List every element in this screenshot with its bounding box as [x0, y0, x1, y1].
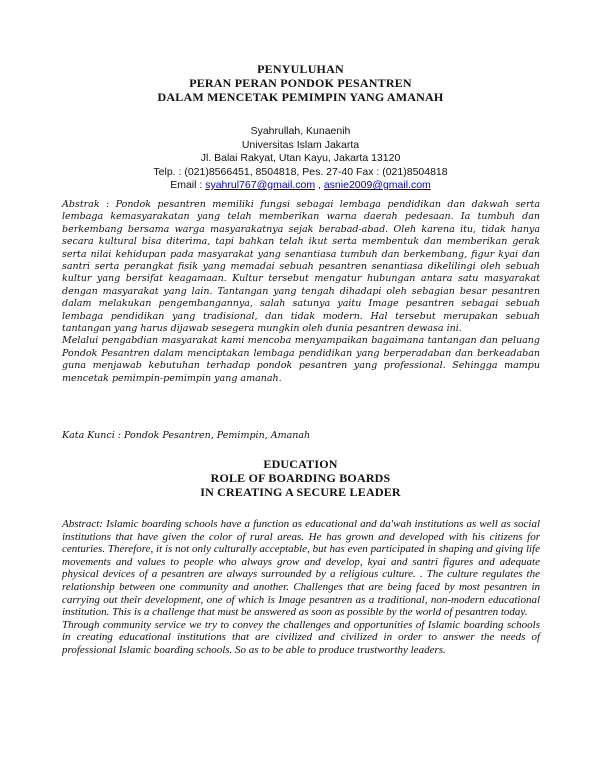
abstrak-label: Abstrak :: [62, 199, 110, 210]
title-english: [0, 457, 601, 499]
title-en-line-3: IN CREATING A SECURE LEADER: [200, 485, 401, 499]
author-institution: Universitas Islam Jakarta: [241, 138, 360, 151]
author-phone: Telp. : (021)8566451, 8504818, Pes. 27-40 Fax : (021)8504818: [153, 165, 448, 178]
title-line-2: PERAN PERAN PONDOK PESANTREN: [189, 76, 412, 90]
author-email-line: [0, 179, 601, 193]
abstract-en-paragraph-1: [62, 518, 540, 619]
email-link-1[interactable]: syahrul767@gmail.com: [205, 179, 316, 191]
keywords-label: Kata Kunci :: [62, 430, 121, 441]
abstract-en-paragraph-2: Through community service we try to convey the challenges and opportunities of Islamic boarding schools in creating educational institutions that are civilized and civilized in order to answer the needs of professional Islamic boarding schools. So as to be able to produce trustworthy leaders.: [62, 618, 540, 656]
title-line-3: DALAM MENCETAK PEMIMPIN YANG AMANAH: [157, 90, 444, 104]
author-names: Syahrullah, Kunaenih: [250, 125, 351, 137]
abstract-en-text-1: Islamic boarding schools have a function as educational and da'wah institutions as well as social institutions that have given the color of rural areas. He has grown and developed with his citizens for centuries. Therefore, it is not only culturally acceptable, but has even participated in shaping and giving life movements and values to people who always grow and develop, kyai and santri figures and adequate physical devices of a pesantren are always surrounded by a religious culture. . The culture regulates the relationship between one community and another. Challenges that are being faced by most pesantren in carrying out their development, one of which is Image pesantren as a traditional, non-modern educational institution. This is a challenge that must be answered as soon as possible by the world of pesantren today.: [62, 518, 541, 619]
abstrak-paragraph-2: Melalui pengabdian masyarakat kami mencoba menyampaikan bagaimana tantangan dan peluang Pondok Pesantren dalam menciptakan lembaga pendidikan yang berperadaban dan berkeadaban guna menjawab kebutuhan terhadap pondok pesantren yang professional. Sehingga mampu mencetak pemimpin-pemimpin yang amanah.: [62, 335, 540, 384]
email-separator: ,: [318, 179, 321, 191]
abstrak-text-1: Pondok pesantren memiliki fungsi sebagai lembaga pendidikan dan dakwah serta lembaga kemasyarakatan yang telah memberikan warna daerah pedesaan. Ia tumbuh dan berkembang bersama warga masyarakatnya sejak berabad-abad. Oleh karena itu, tidak hanya secara kultural bisa diterima, tapi bahkan telah ikut serta membentuk dan memberikan gerak serta nilai kehidupan pada masyarakat yang senantiasa tumbuh dan berkembang, figur kyai dan santri serta perangkat fisik yang memadai sebuah pesantren senantiasa dikelilingi oleh sebuah kultur yang bersifat keagamaan. Kultur tersebut mengatur hubungan antara satu masyarakat dengan masyarakat yang lain. Tantangan yang tengah dihadapi oleh sebagian besar pesantren dalam melakukan pengembangannya, salah satunya yaitu Image pesantren sebagai sebuah lembaga pendidikan yang tradisional, dan tidak modern. Hal tersebut merupakan sebuah tantangan yang harus dijawab sesegera mungkin oleh dunia pesantren dewasa ini.: [62, 199, 540, 335]
email-label: Email :: [170, 179, 203, 191]
abstract-english-section: [62, 518, 540, 657]
keywords-text: Pondok Pesantren, Pemimpin, Amanah: [124, 430, 311, 441]
title-en-line-2: ROLE OF BOARDING BOARDS: [210, 471, 391, 485]
abstract-en-label: Abstract:: [62, 518, 103, 530]
email-link-2[interactable]: asnie2009@gmail.com: [323, 179, 431, 191]
abstrak-section: [62, 199, 540, 385]
keywords-line: [62, 430, 540, 442]
title-line-1: PENYULUHAN: [257, 62, 344, 76]
author-block: [0, 125, 601, 193]
title-en-line-1: EDUCATION: [263, 457, 338, 471]
abstrak-paragraph-1: [62, 199, 540, 335]
author-address: Jl. Balai Rakyat, Utan Kayu, Jakarta 13120: [200, 152, 401, 164]
title-indonesian: [0, 62, 601, 104]
